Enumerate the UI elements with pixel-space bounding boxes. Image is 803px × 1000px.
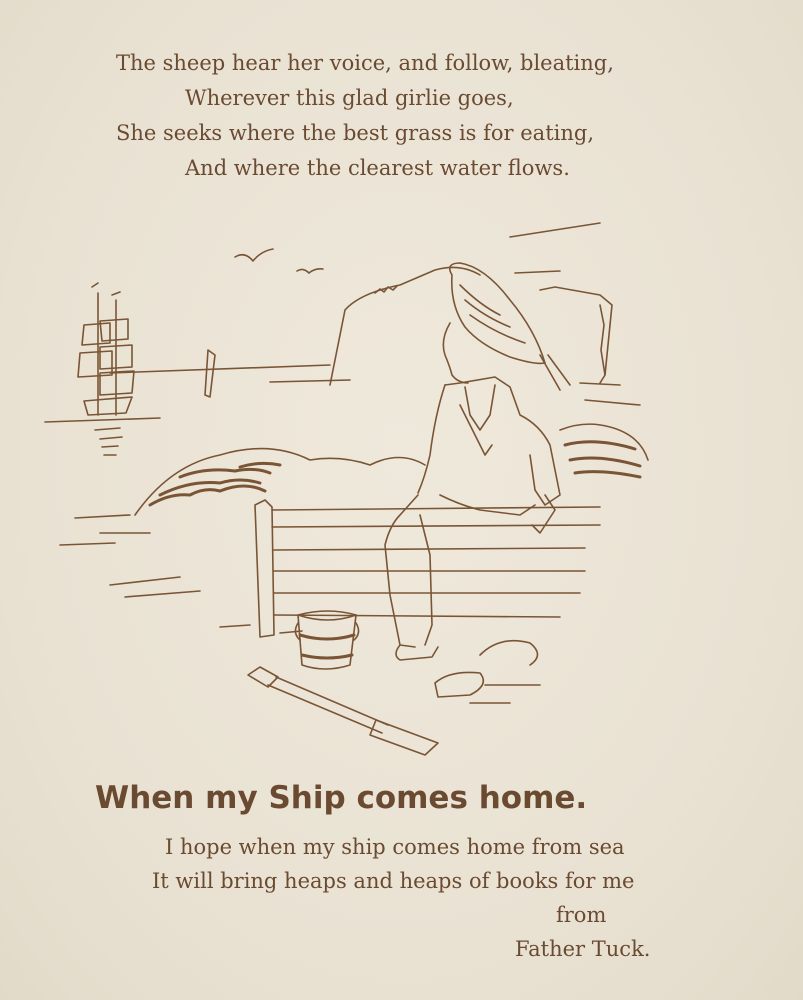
- sailing-ship-icon: [78, 283, 134, 415]
- seagull-icon: [235, 249, 273, 261]
- verse-line: She seeks where the best grass is for eating,: [116, 121, 594, 145]
- sand-bucket-icon: [295, 611, 358, 669]
- cliff: [540, 287, 612, 383]
- poem-title: When my Ship comes home.: [95, 780, 588, 816]
- boy-head: [443, 323, 468, 383]
- spade-icon: [248, 667, 438, 755]
- seagull-icon: [297, 269, 323, 273]
- sailboat-icon: [205, 350, 215, 397]
- verse-line: I hope when my ship comes home from sea: [165, 835, 625, 859]
- verse-line: from: [556, 903, 607, 927]
- rocks: [135, 449, 425, 515]
- verse-line: Wherever this glad girlie goes,: [185, 86, 514, 110]
- stone: [480, 641, 538, 665]
- fence-rail: [274, 548, 585, 550]
- sailor-boy-illustration: [40, 215, 660, 760]
- fence-rail: [272, 525, 600, 527]
- verse-line: The sheep hear her voice, and follow, bleating,: [116, 51, 614, 75]
- signature: Father Tuck.: [515, 937, 651, 961]
- verse-line: And where the clearest water flows.: [185, 156, 570, 180]
- stone: [435, 672, 483, 697]
- straw-hat: [450, 263, 570, 390]
- verse-line: It will bring heaps and heaps of books for me: [152, 869, 635, 893]
- fence-rail: [272, 507, 600, 510]
- fence-post: [255, 500, 274, 637]
- cliff: [330, 267, 480, 385]
